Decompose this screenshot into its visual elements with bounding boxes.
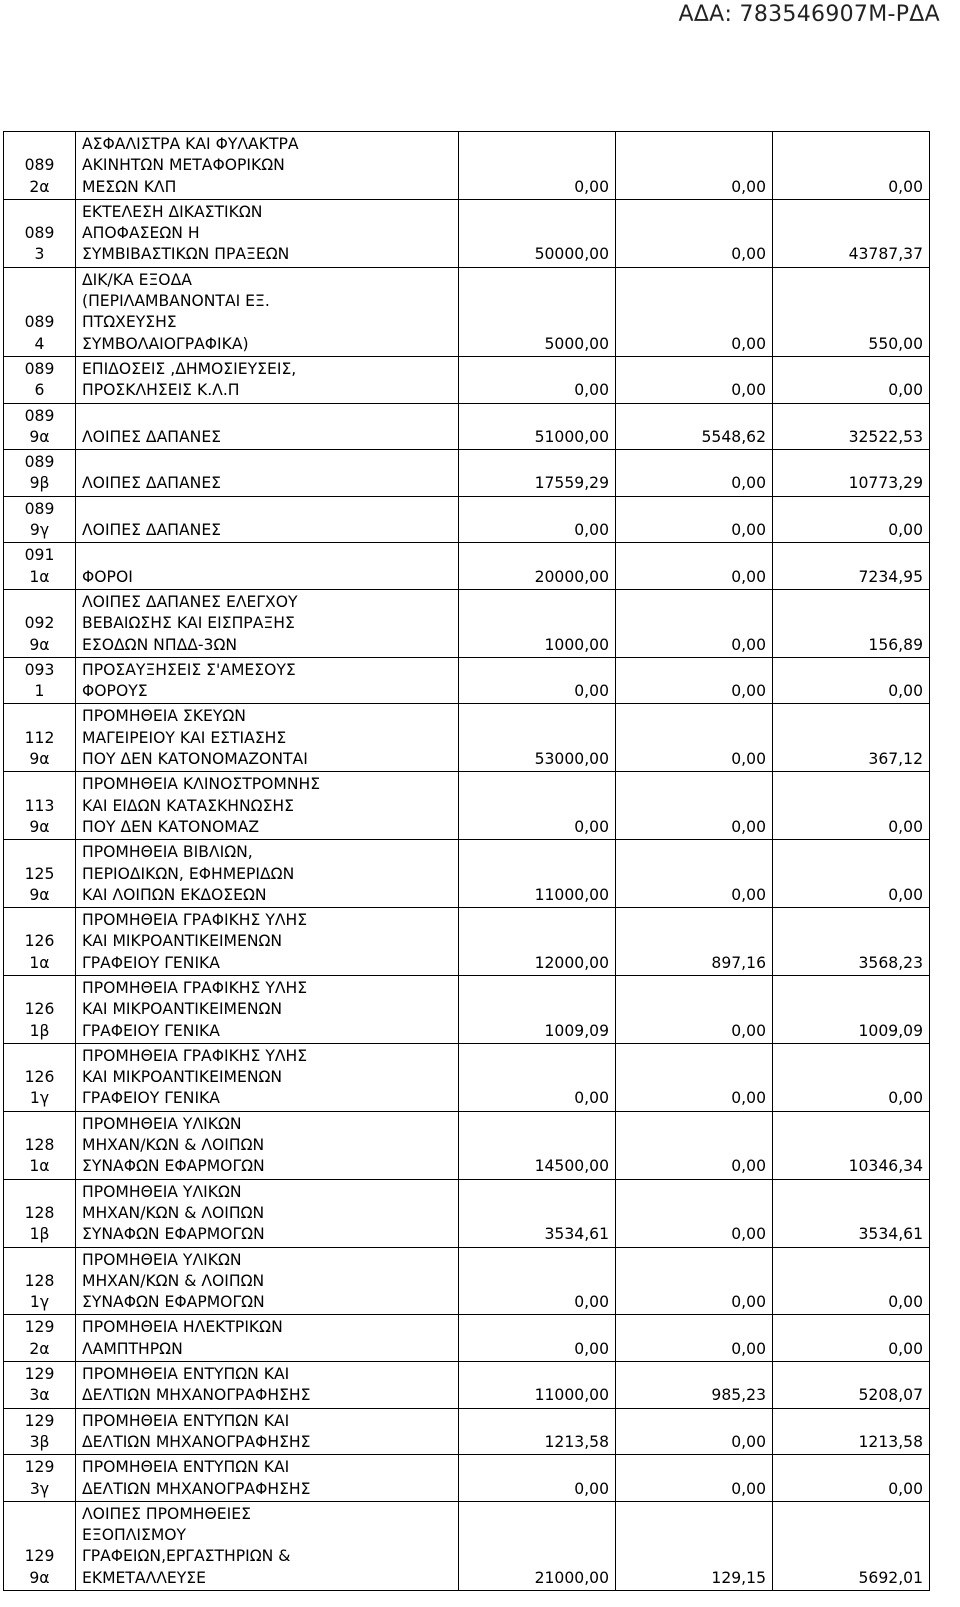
committed-amount-cell-text: 0,00: [731, 381, 766, 400]
paid-amount-cell-text: 0,00: [888, 817, 923, 836]
description-cell: [76, 356, 459, 403]
account-code-cell-text: 129 2α: [24, 1318, 55, 1358]
paid-amount-cell: [773, 1111, 930, 1179]
table-row: [4, 267, 930, 356]
committed-amount-cell-text: 0,00: [731, 1021, 766, 1040]
budget-amount-cell-text: 0,00: [574, 1339, 609, 1358]
paid-amount-cell: [773, 1247, 930, 1315]
description-cell: [76, 1362, 459, 1409]
paid-amount-cell-text: 5692,01: [858, 1568, 923, 1587]
paid-amount-cell: [773, 267, 930, 356]
description-cell-text: ΛΟΙΠΕΣ ΔΑΠΑΝΕΣ: [82, 427, 222, 446]
committed-amount-cell: [616, 356, 773, 403]
account-code-cell: [4, 1455, 76, 1502]
description-cell-text: ΕΠΙΔΟΣΕΙΣ ,ΔΗΜΟΣΙΕΥΣΕΙΣ, ΠΡΟΣΚΛΗΣΕΙΣ Κ.Λ.Π: [82, 359, 297, 400]
account-code-cell-text: 089 2α: [24, 156, 55, 196]
ada-code: ΑΔΑ: 783546907Μ-ΡΔΑ: [678, 2, 940, 27]
paid-amount-cell: [773, 1408, 930, 1455]
committed-amount-cell: [616, 908, 773, 976]
committed-amount-cell-text: 0,00: [731, 1339, 766, 1358]
budget-amount-cell: [459, 1501, 616, 1590]
description-cell-text: ΠΡΟΜΗΘΕΙΑ ΣΚΕΥΩΝ ΜΑΓΕΙΡΕΙΟΥ ΚΑΙ ΕΣΤΙΑΣΗΣ ΠΟΥ ΔΕΝ ΚΑΤΟΝΟΜΑΖΟΝΤΑΙ: [82, 707, 308, 769]
committed-amount-cell: [616, 772, 773, 840]
account-code-cell-text: 091 1α: [24, 546, 55, 586]
description-cell-text: ΛΟΙΠΕΣ ΔΑΠΑΝΕΣ: [82, 521, 222, 540]
committed-amount-cell: [616, 496, 773, 543]
paid-amount-cell-text: 0,00: [888, 521, 923, 540]
budget-table-body: [4, 132, 930, 1591]
description-cell: [76, 1315, 459, 1362]
committed-amount-cell-text: 0,00: [731, 567, 766, 586]
budget-amount-cell-text: 51000,00: [534, 427, 609, 446]
table-row: [4, 356, 930, 403]
account-code-cell-text: 089 9β: [24, 453, 55, 493]
table-row: [4, 1362, 930, 1409]
budget-amount-cell: [459, 1247, 616, 1315]
committed-amount-cell-text: 0,00: [731, 750, 766, 769]
paid-amount-cell-text: 550,00: [868, 334, 923, 353]
account-code-cell: [4, 1043, 76, 1111]
committed-amount-cell-text: 0,00: [731, 474, 766, 493]
committed-amount-cell-text: 0,00: [731, 682, 766, 701]
account-code-cell: [4, 975, 76, 1043]
account-code-cell: [4, 403, 76, 450]
committed-amount-cell-text: 0,00: [731, 334, 766, 353]
table-row: [4, 1179, 930, 1247]
account-code-cell-text: 089 9α: [24, 406, 55, 446]
paid-amount-cell-text: 32522,53: [848, 427, 923, 446]
account-code-cell-text: 112 9α: [24, 728, 55, 769]
description-cell: [76, 496, 459, 543]
budget-amount-cell: [459, 657, 616, 704]
paid-amount-cell-text: 367,12: [868, 750, 923, 769]
paid-amount-cell: [773, 543, 930, 590]
paid-amount-cell-text: 10346,34: [848, 1157, 923, 1176]
paid-amount-cell-text: 10773,29: [848, 474, 923, 493]
budget-amount-cell-text: 53000,00: [534, 750, 609, 769]
account-code-cell: [4, 267, 76, 356]
budget-amount-cell: [459, 1179, 616, 1247]
account-code-cell: [4, 1247, 76, 1315]
table-row: [4, 1043, 930, 1111]
paid-amount-cell: [773, 496, 930, 543]
description-cell-text: ΕΚΤΕΛΕΣΗ ΔΙΚΑΣΤΙΚΩΝ ΑΠΟΦΑΣΕΩΝ Η ΣΥΜΒΙΒΑΣΤΙΚΩΝ ΠΡΑΞΕΩΝ: [82, 202, 290, 264]
paid-amount-cell: [773, 1501, 930, 1590]
budget-amount-cell: [459, 704, 616, 772]
paid-amount-cell: [773, 975, 930, 1043]
account-code-cell-text: 129 3β: [24, 1411, 55, 1451]
budget-amount-cell: [459, 1455, 616, 1502]
committed-amount-cell: [616, 543, 773, 590]
account-code-cell-text: 128 1β: [24, 1203, 55, 1244]
account-code-cell: [4, 704, 76, 772]
budget-amount-cell-text: 0,00: [574, 682, 609, 701]
committed-amount-cell-text: 5548,62: [701, 427, 766, 446]
description-cell: [76, 1179, 459, 1247]
paid-amount-cell-text: 156,89: [868, 635, 923, 654]
committed-amount-cell-text: 0,00: [731, 1293, 766, 1312]
account-code-cell-text: 092 9α: [24, 614, 55, 654]
committed-amount-cell: [616, 1179, 773, 1247]
description-cell: [76, 772, 459, 840]
table-row: [4, 1455, 930, 1502]
paid-amount-cell: [773, 840, 930, 908]
description-cell-text: ΠΡΟΜΗΘΕΙΑ ΗΛΕΚΤΡΙΚΩΝ ΛΑΜΠΤΗΡΩΝ: [82, 1318, 283, 1358]
paid-amount-cell-text: 3568,23: [858, 953, 923, 972]
budget-amount-cell-text: 5000,00: [544, 334, 609, 353]
table-row: [4, 1247, 930, 1315]
account-code-cell: [4, 1315, 76, 1362]
budget-amount-cell-text: 11000,00: [534, 1386, 609, 1405]
paid-amount-cell: [773, 1043, 930, 1111]
committed-amount-cell: [616, 267, 773, 356]
paid-amount-cell-text: 0,00: [888, 1339, 923, 1358]
account-code-cell-text: 126 1γ: [24, 1068, 55, 1108]
committed-amount-cell-text: 0,00: [731, 1479, 766, 1498]
description-cell-text: ΠΡΟΜΗΘΕΙΑ ΚΛΙΝΟΣΤΡΟΜΝΗΣ ΚΑΙ ΕΙΔΩΝ ΚΑΤΑΣΚΗΝΩΣΗΣ ΠΟΥ ΔΕΝ ΚΑΤΟΝΟΜΑΖ: [82, 775, 321, 836]
paid-amount-cell: [773, 589, 930, 657]
budget-amount-cell: [459, 356, 616, 403]
account-code-cell: [4, 1408, 76, 1455]
committed-amount-cell: [616, 403, 773, 450]
description-cell-text: ΛΟΙΠΕΣ ΔΑΠΑΝΕΣ ΕΛΕΓΧΟΥ ΒΕΒΑΙΩΣΗΣ ΚΑΙ ΕΙΣΠΡΑΞΗΣ ΕΣΟΔΩΝ ΝΠΔΔ-3ΩΝ: [82, 592, 298, 654]
budget-amount-cell: [459, 496, 616, 543]
account-code-cell: [4, 1362, 76, 1409]
table-row: [4, 772, 930, 840]
account-code-cell: [4, 132, 76, 200]
paid-amount-cell-text: 1213,58: [858, 1432, 923, 1451]
committed-amount-cell-text: 0,00: [731, 1157, 766, 1176]
paid-amount-cell: [773, 1455, 930, 1502]
account-code-cell: [4, 450, 76, 497]
description-cell-text: ΠΡΟΜΗΘΕΙΑ ΕΝΤΥΠΩΝ ΚΑΙ ΔΕΛΤΙΩΝ ΜΗΧΑΝΟΓΡΑΦΗΣΗΣ: [82, 1411, 311, 1451]
committed-amount-cell-text: 0,00: [731, 521, 766, 540]
description-cell: [76, 1455, 459, 1502]
description-cell: [76, 199, 459, 267]
committed-amount-cell: [616, 1247, 773, 1315]
description-cell: [76, 1408, 459, 1455]
description-cell-text: ΑΣΦΑΛΙΣΤΡΑ ΚΑΙ ΦΥΛΑΚΤΡΑ ΑΚΙΝΗΤΩΝ ΜΕΤΑΦΟΡΙΚΩΝ ΜΕΣΩΝ ΚΛΠ: [82, 135, 299, 196]
description-cell-text: ΦΟΡΟΙ: [82, 567, 133, 586]
table-row: [4, 1501, 930, 1590]
account-code-cell-text: 113 9α: [24, 796, 55, 836]
committed-amount-cell-text: 0,00: [731, 1089, 766, 1108]
committed-amount-cell-text: 0,00: [731, 177, 766, 196]
budget-amount-cell-text: 0,00: [574, 177, 609, 196]
committed-amount-cell: [616, 840, 773, 908]
account-code-cell: [4, 543, 76, 590]
table-row: [4, 1111, 930, 1179]
account-code-cell-text: 129 3γ: [24, 1458, 55, 1498]
committed-amount-cell: [616, 1408, 773, 1455]
description-cell: [76, 543, 459, 590]
paid-amount-cell-text: 0,00: [888, 682, 923, 701]
paid-amount-cell: [773, 908, 930, 976]
account-code-cell: [4, 840, 76, 908]
description-cell: [76, 657, 459, 704]
committed-amount-cell: [616, 1501, 773, 1590]
committed-amount-cell: [616, 199, 773, 267]
paid-amount-cell-text: 0,00: [888, 885, 923, 904]
description-cell: [76, 450, 459, 497]
account-code-cell: [4, 589, 76, 657]
paid-amount-cell: [773, 403, 930, 450]
budget-amount-cell: [459, 908, 616, 976]
paid-amount-cell-text: 3534,61: [858, 1225, 923, 1244]
paid-amount-cell: [773, 657, 930, 704]
committed-amount-cell: [616, 1455, 773, 1502]
committed-amount-cell: [616, 1315, 773, 1362]
committed-amount-cell: [616, 1043, 773, 1111]
budget-amount-cell-text: 0,00: [574, 381, 609, 400]
paid-amount-cell-text: 0,00: [888, 1293, 923, 1312]
budget-amount-cell-text: 3534,61: [544, 1225, 609, 1244]
table-row: [4, 589, 930, 657]
account-code-cell-text: 126 1α: [24, 932, 55, 972]
table-row: [4, 975, 930, 1043]
committed-amount-cell: [616, 975, 773, 1043]
description-cell: [76, 704, 459, 772]
budget-amount-cell-text: 1213,58: [544, 1432, 609, 1451]
budget-amount-cell: [459, 543, 616, 590]
account-code-cell-text: 125 9α: [24, 864, 55, 904]
description-cell-text: ΛΟΙΠΕΣ ΔΑΠΑΝΕΣ: [82, 474, 222, 493]
table-row: [4, 1408, 930, 1455]
description-cell: [76, 1043, 459, 1111]
paid-amount-cell: [773, 1179, 930, 1247]
budget-amount-cell: [459, 199, 616, 267]
table-row: [4, 543, 930, 590]
description-cell-text: ΠΡΟΜΗΘΕΙΑ ΓΡΑΦΙΚΗΣ ΥΛΗΣ ΚΑΙ ΜΙΚΡΟΑΝΤΙΚΕΙΜΕΝΩΝ ΓΡΑΦΕΙΟΥ ΓΕΝΙΚΑ: [82, 911, 308, 972]
committed-amount-cell-text: 0,00: [731, 885, 766, 904]
budget-amount-cell: [459, 403, 616, 450]
description-cell-text: ΠΡΟΜΗΘΕΙΑ ΥΛΙΚΩΝ ΜΗΧΑΝ/ΚΩΝ & ΛΟΙΠΩΝ ΣΥΝΑΦΩΝ ΕΦΑΡΜΟΓΩΝ: [82, 1182, 265, 1244]
account-code-cell-text: 089 9γ: [24, 499, 55, 540]
budget-amount-cell: [459, 1043, 616, 1111]
budget-amount-cell: [459, 1315, 616, 1362]
budget-amount-cell: [459, 1111, 616, 1179]
budget-amount-cell: [459, 132, 616, 200]
account-code-cell: [4, 199, 76, 267]
paid-amount-cell-text: 0,00: [888, 381, 923, 400]
budget-amount-cell-text: 12000,00: [534, 953, 609, 972]
committed-amount-cell: [616, 1362, 773, 1409]
budget-amount-cell: [459, 840, 616, 908]
budget-amount-cell-text: 0,00: [574, 1479, 609, 1498]
account-code-cell: [4, 496, 76, 543]
account-code-cell-text: 089 6: [24, 359, 55, 400]
committed-amount-cell: [616, 657, 773, 704]
budget-amount-cell-text: 0,00: [574, 817, 609, 836]
table-row: [4, 496, 930, 543]
account-code-cell-text: 089 4: [24, 313, 55, 353]
committed-amount-cell-text: 129,15: [711, 1568, 766, 1587]
paid-amount-cell-text: 7234,95: [858, 567, 923, 586]
account-code-cell-text: 129 3α: [24, 1365, 55, 1405]
table-row: [4, 840, 930, 908]
description-cell: [76, 908, 459, 976]
description-cell: [76, 840, 459, 908]
budget-amount-cell: [459, 975, 616, 1043]
budget-amount-cell: [459, 1362, 616, 1409]
description-cell-text: ΠΡΟΜΗΘΕΙΑ ΕΝΤΥΠΩΝ ΚΑΙ ΔΕΛΤΙΩΝ ΜΗΧΑΝΟΓΡΑΦΗΣΗΣ: [82, 1365, 311, 1405]
budget-amount-cell-text: 50000,00: [534, 245, 609, 264]
committed-amount-cell: [616, 1111, 773, 1179]
description-cell: [76, 1247, 459, 1315]
description-cell-text: ΠΡΟΜΗΘΕΙΑ ΓΡΑΦΙΚΗΣ ΥΛΗΣ ΚΑΙ ΜΙΚΡΟΑΝΤΙΚΕΙΜΕΝΩΝ ΓΡΑΦΕΙΟΥ ΓΕΝΙΚΑ: [82, 978, 308, 1040]
budget-amount-cell: [459, 589, 616, 657]
budget-amount-cell-text: 11000,00: [534, 885, 609, 904]
paid-amount-cell: [773, 704, 930, 772]
budget-amount-cell-text: 1009,09: [544, 1021, 609, 1040]
budget-table: [3, 131, 930, 1591]
paid-amount-cell: [773, 1362, 930, 1409]
paid-amount-cell: [773, 450, 930, 497]
budget-amount-cell: [459, 450, 616, 497]
paid-amount-cell: [773, 772, 930, 840]
paid-amount-cell-text: 43787,37: [848, 245, 923, 264]
description-cell: [76, 1501, 459, 1590]
account-code-cell: [4, 657, 76, 704]
committed-amount-cell-text: 0,00: [731, 1432, 766, 1451]
table-row: [4, 132, 930, 200]
account-code-cell: [4, 356, 76, 403]
paid-amount-cell-text: 1009,09: [858, 1021, 923, 1040]
budget-amount-cell-text: 0,00: [574, 1089, 609, 1108]
paid-amount-cell-text: 5208,07: [858, 1386, 923, 1405]
account-code-cell-text: 128 1α: [24, 1136, 55, 1176]
paid-amount-cell-text: 0,00: [888, 177, 923, 196]
budget-amount-cell-text: 20000,00: [534, 567, 609, 586]
account-code-cell: [4, 908, 76, 976]
description-cell: [76, 403, 459, 450]
paid-amount-cell: [773, 1315, 930, 1362]
budget-amount-cell-text: 17559,29: [534, 474, 609, 493]
account-code-cell: [4, 1179, 76, 1247]
budget-amount-cell: [459, 772, 616, 840]
account-code-cell: [4, 772, 76, 840]
paid-amount-cell-text: 0,00: [888, 1089, 923, 1108]
description-cell-text: ΠΡΟΜΗΘΕΙΑ ΒΙΒΛΙΩΝ, ΠΕΡΙΟΔΙΚΩΝ, ΕΦΗΜΕΡΙΔΩΝ ΚΑΙ ΛΟΙΠΩΝ ΕΚΔΟΣΕΩΝ: [82, 843, 295, 904]
committed-amount-cell-text: 0,00: [731, 817, 766, 836]
description-cell: [76, 975, 459, 1043]
description-cell-text: ΠΡΟΜΗΘΕΙΑ ΥΛΙΚΩΝ ΜΗΧΑΝ/ΚΩΝ & ΛΟΙΠΩΝ ΣΥΝΑΦΩΝ ΕΦΑΡΜΟΓΩΝ: [82, 1114, 265, 1176]
account-code-cell-text: 089 3: [24, 224, 55, 264]
committed-amount-cell-text: 0,00: [731, 245, 766, 264]
account-code-cell-text: 128 1γ: [24, 1271, 55, 1312]
description-cell-text: ΠΡΟΜΗΘΕΙΑ ΕΝΤΥΠΩΝ ΚΑΙ ΔΕΛΤΙΩΝ ΜΗΧΑΝΟΓΡΑΦΗΣΗΣ: [82, 1458, 311, 1498]
budget-amount-cell-text: 21000,00: [534, 1568, 609, 1587]
paid-amount-cell: [773, 356, 930, 403]
paid-amount-cell-text: 0,00: [888, 1479, 923, 1498]
table-row: [4, 704, 930, 772]
account-code-cell: [4, 1501, 76, 1590]
budget-amount-cell-text: 1000,00: [544, 635, 609, 654]
committed-amount-cell-text: 985,23: [711, 1386, 766, 1405]
table-row: [4, 403, 930, 450]
committed-amount-cell-text: 0,00: [731, 1225, 766, 1244]
committed-amount-cell-text: 0,00: [731, 635, 766, 654]
budget-amount-cell-text: 0,00: [574, 1293, 609, 1312]
table-row: [4, 657, 930, 704]
paid-amount-cell: [773, 132, 930, 200]
table-row: [4, 1315, 930, 1362]
budget-amount-cell: [459, 267, 616, 356]
committed-amount-cell: [616, 450, 773, 497]
description-cell: [76, 589, 459, 657]
description-cell-text: ΔΙΚ/ΚΑ ΕΞΟΔΑ (ΠΕΡΙΛΑΜΒΑΝΟΝΤΑΙ ΕΞ. ΠΤΩΧΕΥΣΗΣ ΣΥΜΒΟΛΑΙΟΓΡΑΦΙΚΑ): [82, 270, 270, 353]
budget-amount-cell: [459, 1408, 616, 1455]
committed-amount-cell: [616, 132, 773, 200]
committed-amount-cell: [616, 704, 773, 772]
budget-amount-cell-text: 0,00: [574, 521, 609, 540]
description-cell: [76, 1111, 459, 1179]
table-row: [4, 908, 930, 976]
committed-amount-cell-text: 897,16: [711, 953, 766, 972]
description-cell-text: ΛΟΙΠΕΣ ΠΡΟΜΗΘΕΙΕΣ ΕΞΟΠΛΙΣΜΟΥ ΓΡΑΦΕΙΩΝ,ΕΡΓΑΣΤΗΡΙΩΝ & ΕΚΜΕΤΑΛΛΕΥΣΕ: [82, 1504, 291, 1587]
account-code-cell: [4, 1111, 76, 1179]
table-row: [4, 199, 930, 267]
description-cell-text: ΠΡΟΣΑΥΞΗΣΕΙΣ Σ'ΑΜΕΣΟΥΣ ΦΟΡΟΥΣ: [82, 660, 296, 701]
budget-amount-cell-text: 14500,00: [534, 1157, 609, 1176]
account-code-cell-text: 126 1β: [24, 1000, 55, 1040]
table-row: [4, 450, 930, 497]
description-cell: [76, 132, 459, 200]
account-code-cell-text: 129 9α: [24, 1547, 55, 1587]
description-cell-text: ΠΡΟΜΗΘΕΙΑ ΥΛΙΚΩΝ ΜΗΧΑΝ/ΚΩΝ & ΛΟΙΠΩΝ ΣΥΝΑΦΩΝ ΕΦΑΡΜΟΓΩΝ: [82, 1250, 265, 1312]
description-cell-text: ΠΡΟΜΗΘΕΙΑ ΓΡΑΦΙΚΗΣ ΥΛΗΣ ΚΑΙ ΜΙΚΡΟΑΝΤΙΚΕΙΜΕΝΩΝ ΓΡΑΦΕΙΟΥ ΓΕΝΙΚΑ: [82, 1046, 308, 1108]
account-code-cell-text: 093 1: [24, 660, 55, 701]
committed-amount-cell: [616, 589, 773, 657]
description-cell: [76, 267, 459, 356]
paid-amount-cell: [773, 199, 930, 267]
